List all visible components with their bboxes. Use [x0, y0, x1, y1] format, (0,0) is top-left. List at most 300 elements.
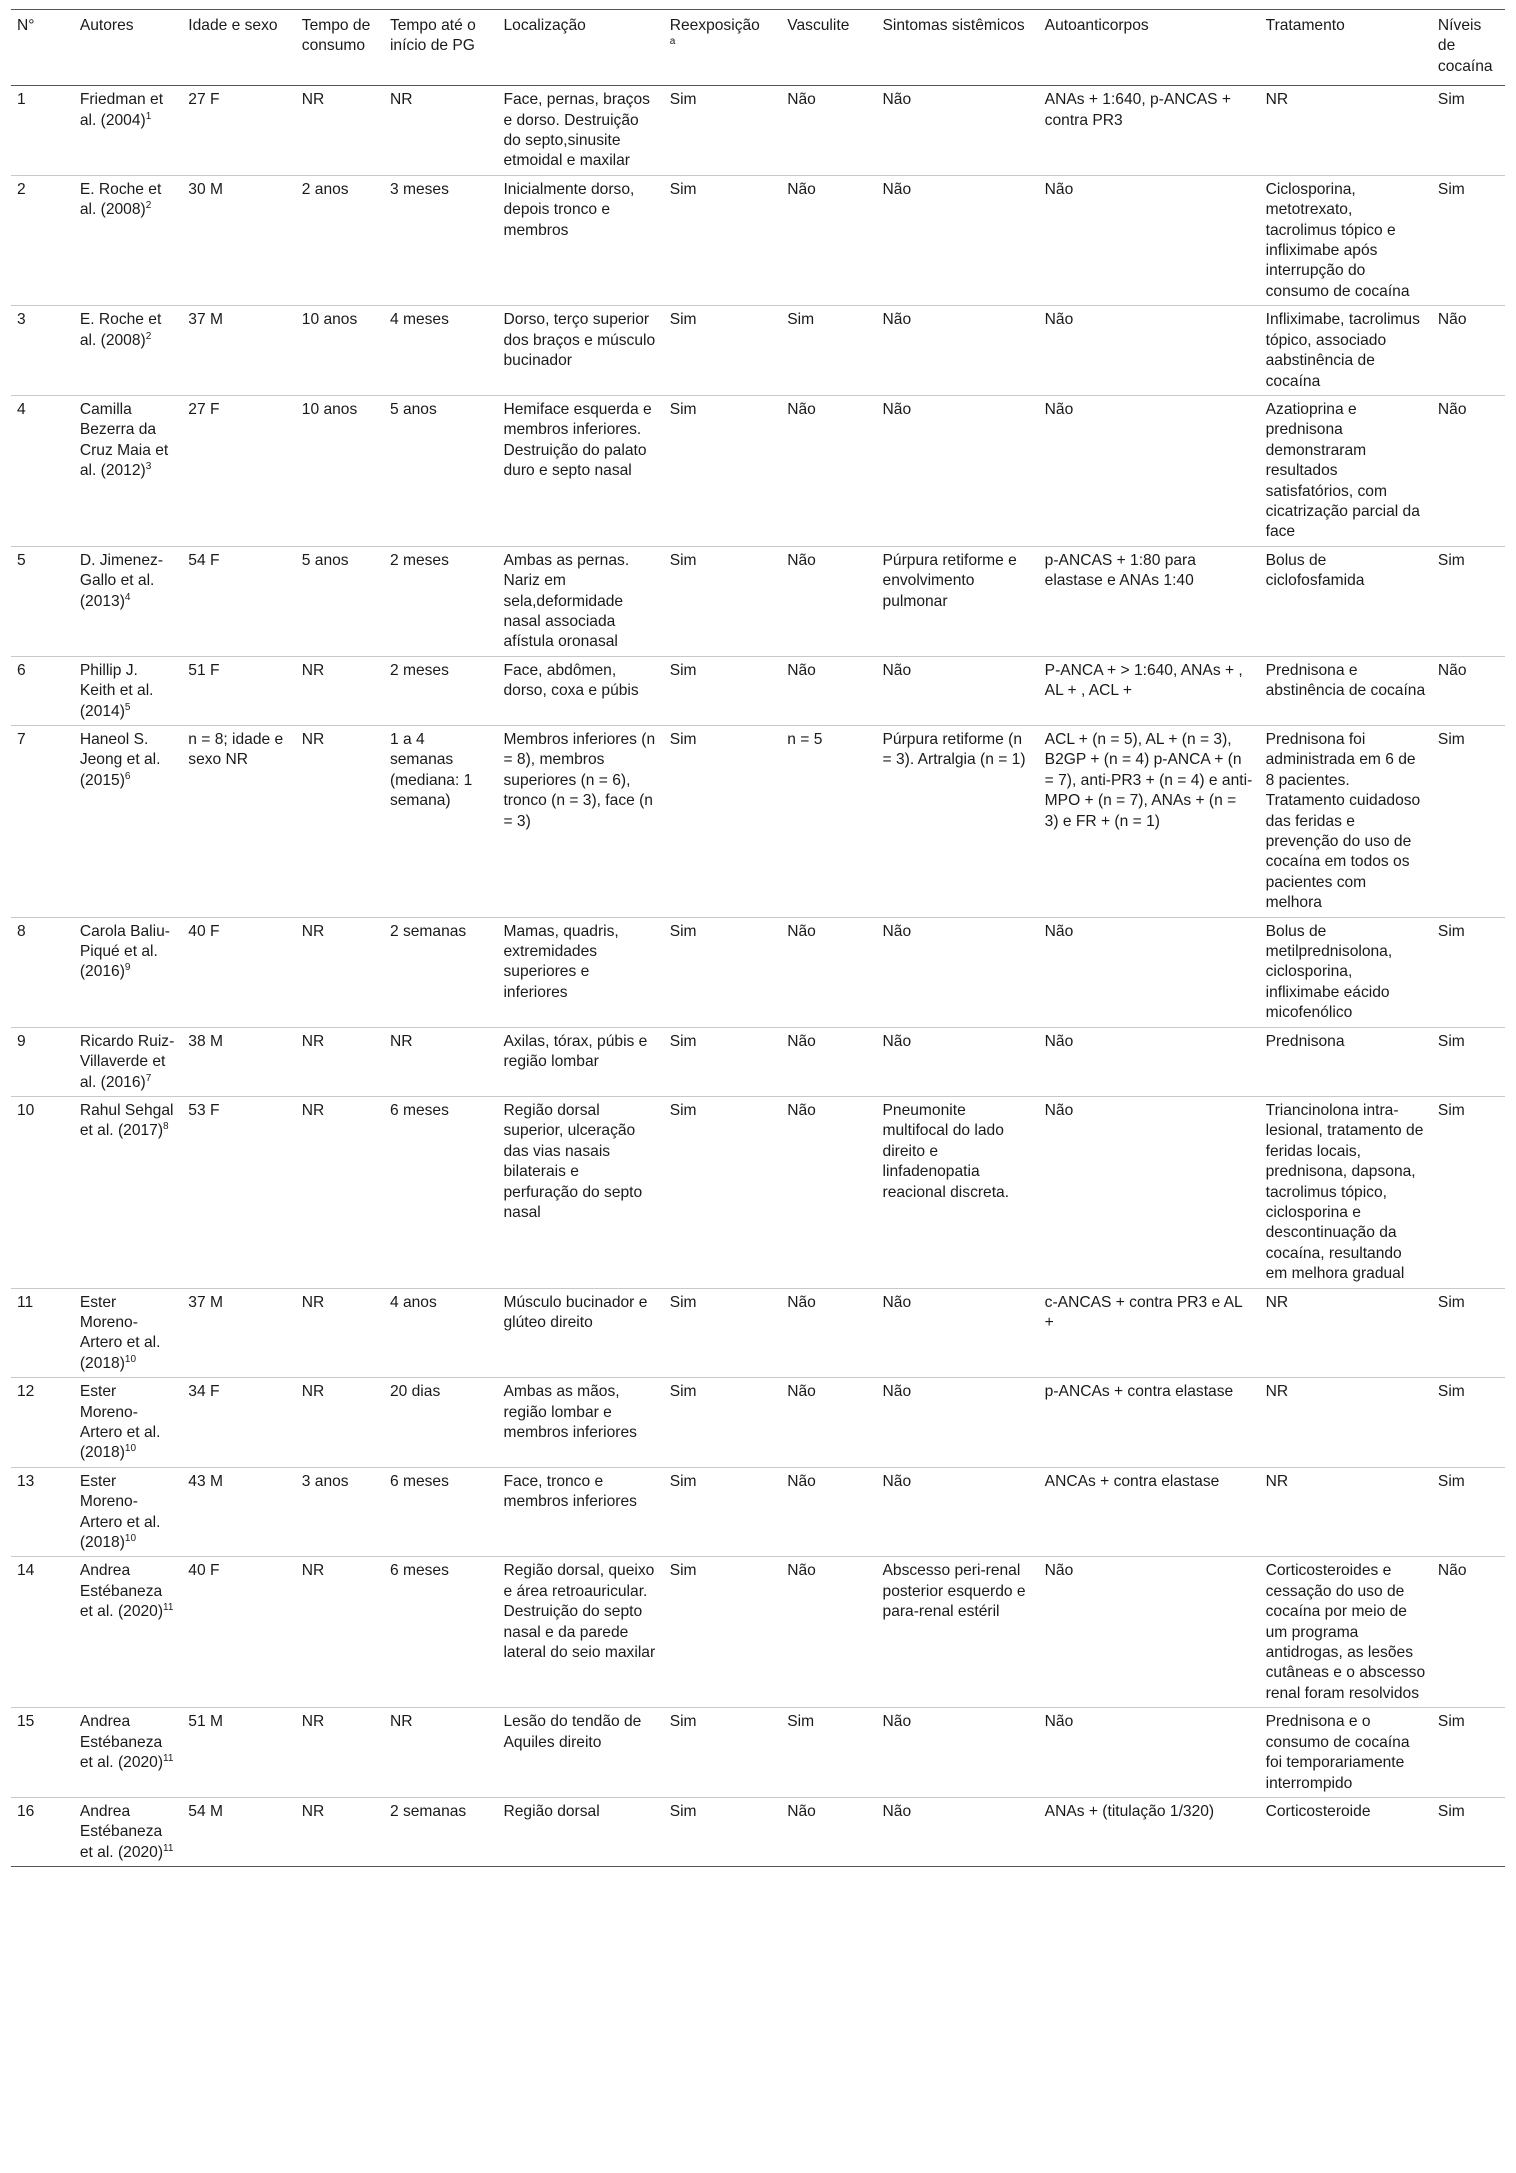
column-header-label: Autoanticorpos [1044, 17, 1149, 34]
cell-reexposicao [664, 1797, 782, 1866]
cell-text: 54 M [188, 1802, 223, 1820]
cell-localizacao [497, 1557, 663, 1708]
cell-text: p-ANCAS + 1:80 para elastase e ANAs 1:40 [1044, 551, 1196, 590]
cell-tratamento [1260, 395, 1432, 546]
cell-text: Não [882, 180, 912, 198]
cell-text: Rahul Sehgal et al. (2017) [79, 1101, 174, 1140]
cell-vasculite [781, 86, 876, 176]
cell-text: Não [787, 1383, 816, 1401]
cell-text: 15 [17, 1713, 35, 1731]
column-header-label: Tempo de consumo [301, 17, 371, 55]
cell-reexposicao [664, 1288, 782, 1378]
reference-number: 5 [124, 701, 131, 713]
cell-text: NR [301, 1293, 325, 1311]
cell-text: Andrea Estébaneza et al. (2020) [79, 1562, 164, 1621]
cell-autores [74, 395, 182, 546]
reference-number: 2 [145, 330, 152, 342]
cell-tempo-pg [384, 1378, 498, 1468]
cell-autores [74, 1708, 182, 1798]
reference-number: 11 [163, 1752, 174, 1764]
cell-localizacao [497, 546, 663, 656]
table-row [11, 726, 1505, 918]
cell-niveis [1432, 306, 1505, 396]
cell-niveis [1432, 917, 1505, 1027]
cell-idade [182, 546, 296, 656]
cell-vasculite [781, 175, 876, 305]
cell-localizacao [497, 917, 663, 1027]
cell-text: 51 F [188, 661, 220, 679]
cell-tempo-pg [384, 306, 498, 396]
cell-text: Não [882, 1383, 912, 1401]
cell-text: Não [787, 1472, 816, 1490]
cell-text: Não [882, 1032, 912, 1050]
cell-idade [182, 86, 296, 176]
table-row [11, 395, 1505, 546]
cell-niveis [1432, 1378, 1505, 1468]
cell-text: Sim [669, 1032, 697, 1050]
cell-idade [182, 395, 296, 546]
cell-text: 30 M [188, 180, 223, 198]
table-row [11, 1288, 1505, 1378]
cell-text: Não [787, 1101, 816, 1119]
cell-text: 8 [17, 922, 26, 940]
cell-autores [74, 1557, 182, 1708]
cell-n [11, 726, 74, 918]
cell-tempo-consumo [296, 546, 384, 656]
cell-vasculite [781, 395, 876, 546]
cell-autores [74, 1797, 182, 1866]
cell-n [11, 1467, 74, 1557]
cell-tempo-consumo [296, 175, 384, 305]
cell-text: Sim [1437, 1713, 1465, 1731]
table-row [11, 86, 1505, 176]
cell-tratamento [1260, 1708, 1432, 1798]
column-header-localizacao [497, 10, 663, 86]
cell-text: Ciclosporina, metotrexato, tacrolimus tópico e infliximabe após interrupção do consumo de cocaína [1265, 180, 1410, 300]
cell-text: Não [1437, 1562, 1467, 1580]
cell-tratamento [1260, 306, 1432, 396]
cell-sintomas [877, 175, 1039, 305]
cell-autoanticorpos [1039, 1288, 1260, 1378]
cell-n [11, 1027, 74, 1096]
cell-text: Não [1044, 1032, 1074, 1050]
reference-number: 4 [124, 591, 131, 603]
cell-idade [182, 656, 296, 725]
cell-text: 37 M [188, 1293, 223, 1311]
cell-text: 2 [17, 180, 26, 198]
cell-text: Hemiface esquerda e membros inferiores. Destruição do palato duro e septo nasal [503, 400, 652, 480]
cell-niveis [1432, 726, 1505, 918]
cell-text: Não [787, 1293, 816, 1311]
cell-localizacao [497, 175, 663, 305]
cell-text: Não [787, 661, 816, 679]
cell-vasculite [781, 1378, 876, 1468]
cell-niveis [1432, 175, 1505, 305]
cell-n [11, 1797, 74, 1866]
column-header-label: Reexposição [669, 17, 760, 34]
cell-text: Sim [669, 1293, 697, 1311]
cell-autoanticorpos [1039, 917, 1260, 1027]
cell-localizacao [497, 86, 663, 176]
cell-autoanticorpos [1039, 1797, 1260, 1866]
cell-reexposicao [664, 175, 782, 305]
cell-reexposicao [664, 656, 782, 725]
cell-text: Não [787, 1032, 816, 1050]
cell-text: Pneumonite multifocal do lado direito e linfadenopatia reacional discreta. [882, 1101, 1010, 1201]
cell-text: 2 semanas [389, 922, 467, 940]
cell-tempo-consumo [296, 1557, 384, 1708]
cell-text: 5 [17, 551, 26, 569]
cell-autores [74, 1096, 182, 1288]
cell-reexposicao [664, 1467, 782, 1557]
cell-autores [74, 656, 182, 725]
cell-autores [74, 1378, 182, 1468]
cell-n [11, 86, 74, 176]
cell-niveis [1432, 1708, 1505, 1798]
cell-tempo-pg [384, 546, 498, 656]
cell-text: Andrea Estébaneza et al. (2020) [79, 1802, 164, 1861]
cell-text: Sim [787, 311, 815, 329]
cell-text: Prednisona foi administrada em 6 de 8 pacientes. Tratamento cuidadoso das feridas e prevenção do uso de cocaína em todos os pacientes com melhora [1265, 731, 1421, 912]
cell-text: 6 meses [389, 1472, 449, 1490]
cell-tempo-pg [384, 917, 498, 1027]
cell-text: NR [1265, 91, 1289, 109]
column-header-vasculite [781, 10, 876, 86]
cell-text: 54 F [188, 551, 220, 569]
cell-text: Púrpura retiforme e envolvimento pulmonar [882, 551, 1017, 610]
cell-text: NR [1265, 1383, 1289, 1401]
column-header-label: Idade e sexo [188, 17, 278, 34]
cell-autoanticorpos [1039, 1467, 1260, 1557]
cell-reexposicao [664, 86, 782, 176]
cell-sintomas [877, 917, 1039, 1027]
cell-tratamento [1260, 917, 1432, 1027]
cell-vasculite [781, 546, 876, 656]
reference-number: 10 [124, 1532, 137, 1544]
cell-idade [182, 1557, 296, 1708]
cell-tempo-consumo [296, 1027, 384, 1096]
table-row [11, 917, 1505, 1027]
cell-tratamento [1260, 1557, 1432, 1708]
cell-text: Não [882, 1713, 912, 1731]
cell-text: Sim [1437, 1802, 1465, 1820]
cell-text: 3 anos [301, 1472, 349, 1490]
cell-n [11, 917, 74, 1027]
cell-niveis [1432, 1027, 1505, 1096]
cell-text: 11 [17, 1293, 34, 1311]
cell-text: Sim [669, 1383, 697, 1401]
cell-text: Face, abdômen, dorso, coxa e púbis [503, 661, 639, 700]
cell-text: Não [787, 551, 816, 569]
column-header-sintomas [877, 10, 1039, 86]
cell-idade [182, 1708, 296, 1798]
cell-text: c-ANCAS + contra PR3 e AL + [1044, 1293, 1243, 1331]
cell-text: Não [882, 311, 912, 329]
cell-text: Prednisona e abstinência de cocaína [1265, 661, 1426, 700]
table-row [11, 1797, 1505, 1866]
cell-text: 5 anos [389, 400, 437, 418]
column-header-label: Sintomas sistêmicos [882, 17, 1025, 34]
cell-sintomas [877, 1378, 1039, 1468]
cell-tempo-consumo [296, 395, 384, 546]
cell-text: Não [787, 180, 816, 198]
reference-number: 11 [163, 1602, 174, 1614]
reference-number: 8 [163, 1121, 169, 1133]
cell-n [11, 306, 74, 396]
cell-localizacao [497, 306, 663, 396]
cell-text: Sim [1437, 1293, 1465, 1311]
cell-autores [74, 726, 182, 918]
cell-text: Região dorsal [503, 1802, 600, 1820]
cell-reexposicao [664, 1096, 782, 1288]
cell-autores [74, 175, 182, 305]
cell-idade [182, 1288, 296, 1378]
cell-autores [74, 86, 182, 176]
cell-text: Sim [787, 1713, 815, 1731]
cell-niveis [1432, 1467, 1505, 1557]
cell-text: 34 F [188, 1383, 220, 1401]
cell-niveis [1432, 1096, 1505, 1288]
cell-niveis [1432, 1557, 1505, 1708]
cell-text: Não [1044, 1101, 1074, 1119]
cell-autoanticorpos [1039, 1027, 1260, 1096]
header-row [11, 10, 1505, 86]
cell-text: Haneol S. Jeong et al. (2015) [79, 731, 161, 789]
cell-text: D. Jimenez-Gallo et al. (2013) [79, 551, 164, 610]
cell-text: Não [882, 91, 912, 109]
cell-text: NR [301, 1713, 325, 1731]
cell-text: Sim [1437, 180, 1465, 198]
cell-autores [74, 306, 182, 396]
cell-text: Sim [669, 661, 697, 679]
cell-text: Sim [669, 1562, 697, 1580]
cell-niveis [1432, 1797, 1505, 1866]
cell-tempo-pg [384, 395, 498, 546]
cell-autores [74, 1467, 182, 1557]
cell-text: 7 [17, 731, 26, 748]
cell-text: ANCAs + contra elastase [1044, 1472, 1220, 1490]
cell-text: Não [882, 922, 912, 940]
table-row [11, 1708, 1505, 1798]
footnote-marker: a [669, 36, 676, 48]
cell-text: n = 8; idade e sexo NR [188, 731, 284, 769]
cell-vasculite [781, 1096, 876, 1288]
cell-sintomas [877, 306, 1039, 396]
cell-text: Dorso, terço superior dos braços e músculo bucinador [503, 311, 656, 370]
cell-sintomas [877, 1096, 1039, 1288]
cell-idade [182, 1096, 296, 1288]
cell-sintomas [877, 1708, 1039, 1798]
cell-text: E. Roche et al. (2008) [79, 180, 162, 219]
cell-autoanticorpos [1039, 1096, 1260, 1288]
cell-idade [182, 1797, 296, 1866]
cell-idade [182, 306, 296, 396]
cell-text: Ambas as mãos, região lombar e membros inferiores [503, 1383, 637, 1441]
cell-text: Não [787, 1562, 816, 1580]
column-header-autoanticorpos [1039, 10, 1260, 86]
cell-text: Não [1044, 400, 1074, 418]
cell-text: Sim [1437, 1032, 1465, 1050]
cell-text: Sim [669, 731, 697, 748]
cell-text: Sim [1437, 1472, 1465, 1490]
cell-vasculite [781, 1557, 876, 1708]
cell-autoanticorpos [1039, 306, 1260, 396]
table-row [11, 175, 1505, 305]
cell-autores [74, 1027, 182, 1096]
cell-tempo-pg [384, 1467, 498, 1557]
column-header-label: Níveis de cocaína [1437, 17, 1493, 75]
cell-text: NR [389, 1713, 413, 1731]
cell-sintomas [877, 86, 1039, 176]
cell-localizacao [497, 1288, 663, 1378]
cell-text: Phillip J. Keith et al. (2014) [79, 661, 154, 720]
cell-reexposicao [664, 1027, 782, 1096]
cell-text: E. Roche et al. (2008) [79, 311, 162, 349]
cell-text: Músculo bucinador e glúteo direito [503, 1293, 648, 1331]
cell-reexposicao [664, 546, 782, 656]
reference-number: 10 [124, 1443, 137, 1455]
cell-text: Face, tronco e membros inferiores [503, 1472, 637, 1511]
cell-text: Sim [1437, 91, 1465, 109]
cell-text: Abscesso peri-renal posterior esquerdo e para-renal estéril [882, 1562, 1026, 1621]
cell-tempo-consumo [296, 1708, 384, 1798]
cell-vasculite [781, 1467, 876, 1557]
cell-tempo-consumo [296, 86, 384, 176]
cell-text: Não [1044, 1713, 1074, 1731]
cell-text: 14 [17, 1562, 35, 1580]
cell-autoanticorpos [1039, 546, 1260, 656]
cell-text: Axilas, tórax, púbis e região lombar [503, 1032, 648, 1071]
cell-text: Não [787, 91, 816, 109]
cell-text: Sim [1437, 731, 1465, 748]
table-row [11, 1557, 1505, 1708]
cell-text: 27 F [188, 91, 220, 109]
column-header-label: Autores [79, 17, 134, 34]
cell-tempo-pg [384, 1027, 498, 1096]
cell-text: NR [301, 922, 325, 940]
cell-tempo-pg [384, 175, 498, 305]
cell-text: Não [787, 922, 816, 940]
cell-text: 10 anos [301, 311, 358, 329]
column-header-label: Tempo até o início de PG [389, 17, 476, 55]
column-header-tratamento [1260, 10, 1432, 86]
cell-text: Face, pernas, braços e dorso. Destruição do septo,sinusite etmoidal e maxilar [503, 91, 650, 170]
cell-text: NR [301, 91, 325, 109]
cell-niveis [1432, 1288, 1505, 1378]
cell-reexposicao [664, 726, 782, 918]
cell-sintomas [877, 726, 1039, 918]
cell-reexposicao [664, 917, 782, 1027]
cell-tempo-pg [384, 1096, 498, 1288]
cell-tempo-consumo [296, 1467, 384, 1557]
cell-text: Sim [1437, 922, 1465, 940]
cell-reexposicao [664, 306, 782, 396]
cell-sintomas [877, 1467, 1039, 1557]
reference-number: 1 [145, 110, 152, 122]
cell-autoanticorpos [1039, 1708, 1260, 1798]
cell-tratamento [1260, 546, 1432, 656]
cell-text: 4 [17, 400, 26, 418]
cell-vasculite [781, 917, 876, 1027]
reference-number: 9 [124, 962, 131, 974]
cell-text: Ester Moreno-Artero et al. (2018) [79, 1472, 161, 1552]
cell-text: NR [389, 91, 413, 109]
cell-localizacao [497, 1378, 663, 1468]
cell-text: ANAs + 1:640, p-ANCAS + contra PR3 [1044, 91, 1232, 129]
cell-text: Sim [669, 311, 697, 329]
cell-text: Prednisona [1265, 1032, 1345, 1050]
cell-text: Não [1437, 661, 1467, 679]
cell-sintomas [877, 1557, 1039, 1708]
cell-text: Não [882, 1472, 912, 1490]
cell-text: 3 [17, 311, 26, 329]
cell-niveis [1432, 546, 1505, 656]
column-header-tempo-pg [384, 10, 498, 86]
cell-autoanticorpos [1039, 1378, 1260, 1468]
cell-idade [182, 1467, 296, 1557]
cell-localizacao [497, 1708, 663, 1798]
cell-tempo-consumo [296, 917, 384, 1027]
cell-text: 38 M [188, 1032, 223, 1050]
cell-autoanticorpos [1039, 175, 1260, 305]
cell-text: Não [1044, 311, 1074, 329]
cell-localizacao [497, 1096, 663, 1288]
cell-text: 12 [17, 1383, 35, 1401]
cell-text: Não [882, 1293, 912, 1311]
reference-number: 2 [145, 200, 152, 212]
cell-text: Andrea Estébaneza et al. (2020) [79, 1713, 164, 1772]
cell-tempo-consumo [296, 1378, 384, 1468]
column-header-label: Vasculite [787, 17, 850, 34]
cell-n [11, 656, 74, 725]
reference-number: 3 [145, 460, 152, 472]
cell-tratamento [1260, 1027, 1432, 1096]
cell-n [11, 395, 74, 546]
cell-tratamento [1260, 1288, 1432, 1378]
table-row [11, 1096, 1505, 1288]
cell-text: NR [301, 1383, 325, 1401]
cell-text: Azatioprina e prednisona demonstraram resultados satisfatórios, com cicatrização parcial da face [1265, 400, 1420, 541]
cell-localizacao [497, 1797, 663, 1866]
cell-text: Bolus de metilprednisolona, ciclosporina, infliximabe eácido micofenólico [1265, 922, 1393, 1022]
cell-tratamento [1260, 175, 1432, 305]
cell-autores [74, 1288, 182, 1378]
cell-tratamento [1260, 1797, 1432, 1866]
cell-text: Bolus de ciclofosfamida [1265, 551, 1365, 590]
cell-text: 1 [17, 91, 26, 109]
cell-text: Não [1044, 180, 1074, 198]
cell-text: 16 [17, 1802, 35, 1820]
cell-sintomas [877, 1797, 1039, 1866]
cell-text: 2 anos [301, 180, 349, 198]
cell-text: 40 F [188, 1562, 220, 1580]
cell-text: P-ANCA + > 1:640, ANAs + , AL + , ACL + [1044, 661, 1243, 700]
cell-text: Camilla Bezerra da Cruz Maia et al. (2012) [79, 400, 169, 480]
table-row [11, 306, 1505, 396]
cell-vasculite [781, 1797, 876, 1866]
cell-text: Ambas as pernas. Nariz em sela,deformidade nasal associada afístula oronasal [503, 551, 630, 651]
cell-text: 3 meses [389, 180, 449, 198]
cell-text: Prednisona e o consumo de cocaína foi temporariamente interrompido [1265, 1713, 1410, 1792]
cell-tempo-consumo [296, 656, 384, 725]
column-header-reexposicao [664, 10, 782, 86]
cell-niveis [1432, 395, 1505, 546]
cell-autoanticorpos [1039, 656, 1260, 725]
cell-text: Não [1044, 922, 1074, 940]
cell-text: 4 meses [389, 311, 449, 329]
column-header-label: Localização [503, 17, 586, 34]
cell-text: 2 meses [389, 661, 449, 679]
